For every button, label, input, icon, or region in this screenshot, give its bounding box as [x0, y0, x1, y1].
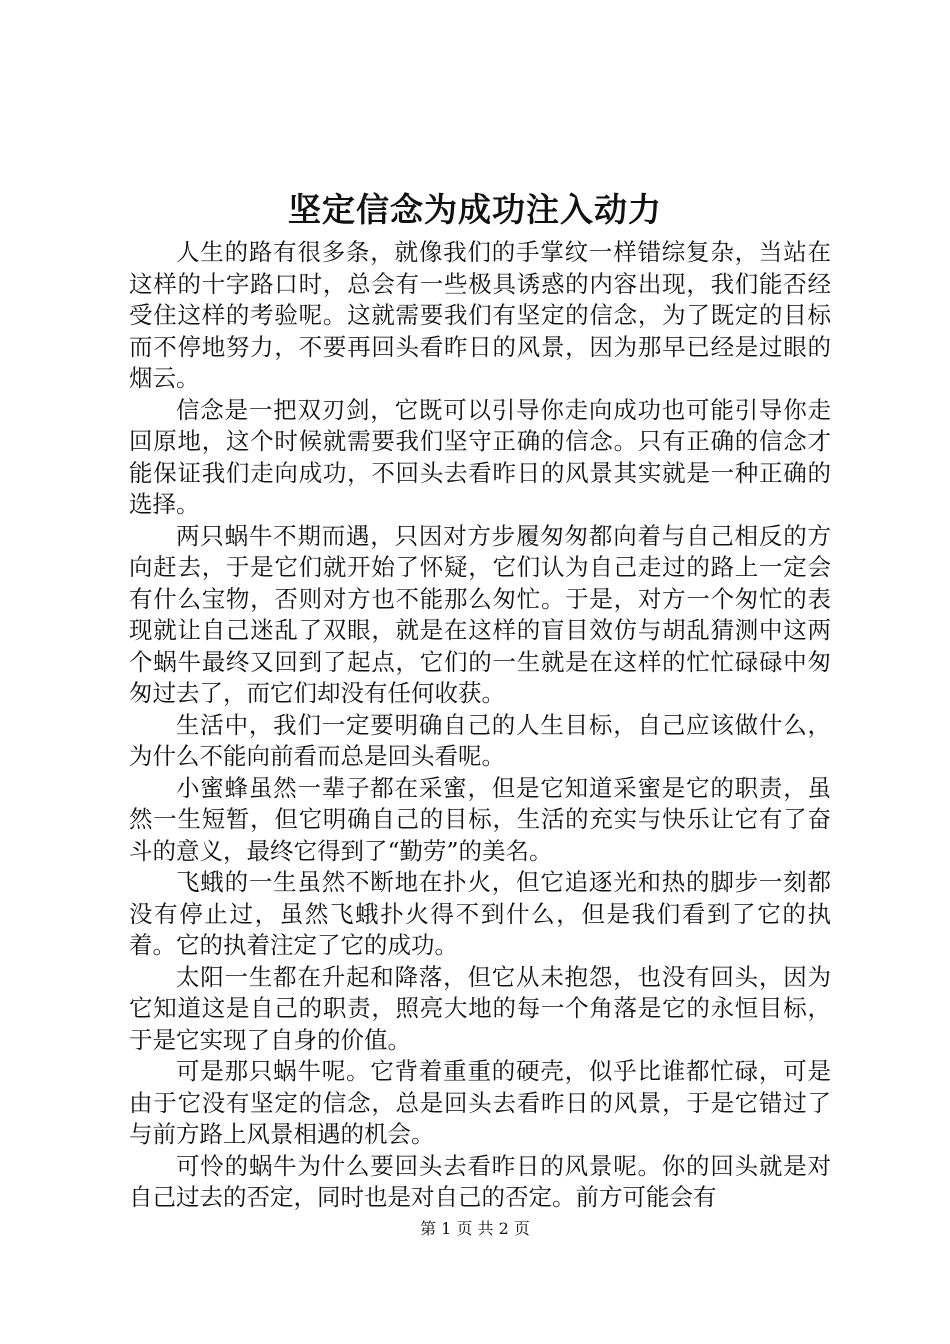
paragraph: 生活中，我们一定要明确自己的人生目标，自己应该做什么，为什么不能向前看而总是回头看呢。: [129, 710, 831, 770]
paragraph: 小蜜蜂虽然一辈子都在采蜜，但是它知道采蜜是它的职责，虽然一生短暂，但它明确自己的目标，生活的充实与快乐让它有了奋斗的意义，最终它得到了“勤劳”的美名。: [129, 773, 831, 865]
paragraph: 可是那只蜗牛呢。它背着重重的硬壳，似乎比谁都忙碌，可是由于它没有坚定的信念，总是回头去看昨日的风景，于是它错过了与前方路上风景相遇的机会。: [129, 1057, 831, 1148]
paragraph: 飞蛾的一生虽然不断地在扑火，但它追逐光和热的脚步一刻都没有停止过，虽然飞蛾扑火得不到什么，但是我们看到了它的执着。它的执着注定了它的成功。: [129, 868, 831, 959]
document-body: [129, 237, 831, 1214]
paragraph: 可怜的蜗牛为什么要回头去看昨日的风景呢。你的回头就是对自己过去的否定，同时也是对自己的否定。前方可能会有: [129, 1151, 831, 1211]
page-number-footer: 第 1 页 共 2 页: [420, 1219, 530, 1238]
document-title: 坚定信念为成功注入动力: [288, 190, 662, 229]
paragraph: 人生的路有很多条，就像我们的手掌纹一样错综复杂，当站在这样的十字路口时，总会有一些极具诱惑的内容出现，我们能否经受住这样的考验呢。这就需要我们有坚定的信念，为了既定的目标而不停地努力，不要再回头看昨日的风景，因为那早已经是过眼的烟云。: [129, 238, 831, 392]
paragraph: 两只蜗牛不期而遇，只因对方步履匆匆都向着与自己相反的方向赶去，于是它们就开始了怀疑，它们认为自己走过的路上一定会有什么宝物，否则对方也不能那么匆忙。于是，对方一个匆忙的表现就让自己迷乱了双眼，就是在这样的盲目效仿与胡乱猜测中这两个蜗牛最终又回到了起点，它们的一生就是在这样的忙忙碌碌中匆匆过去了，而它们却没有任何收获。: [129, 521, 831, 707]
paragraph: 太阳一生都在升起和降落，但它从未抱怨，也没有回头，因为它知道这是自己的职责，照亮大地的每一个角落是它的永恒目标，于是它实现了自身的价值。: [129, 962, 831, 1054]
paragraph: 信念是一把双刃剑，它既可以引导你走向成功也可能引导你走回原地，这个时候就需要我们坚守正确的信念。只有正确的信念才能保证我们走向成功，不回头去看昨日的风景其实就是一种正确的选择。: [129, 395, 831, 518]
